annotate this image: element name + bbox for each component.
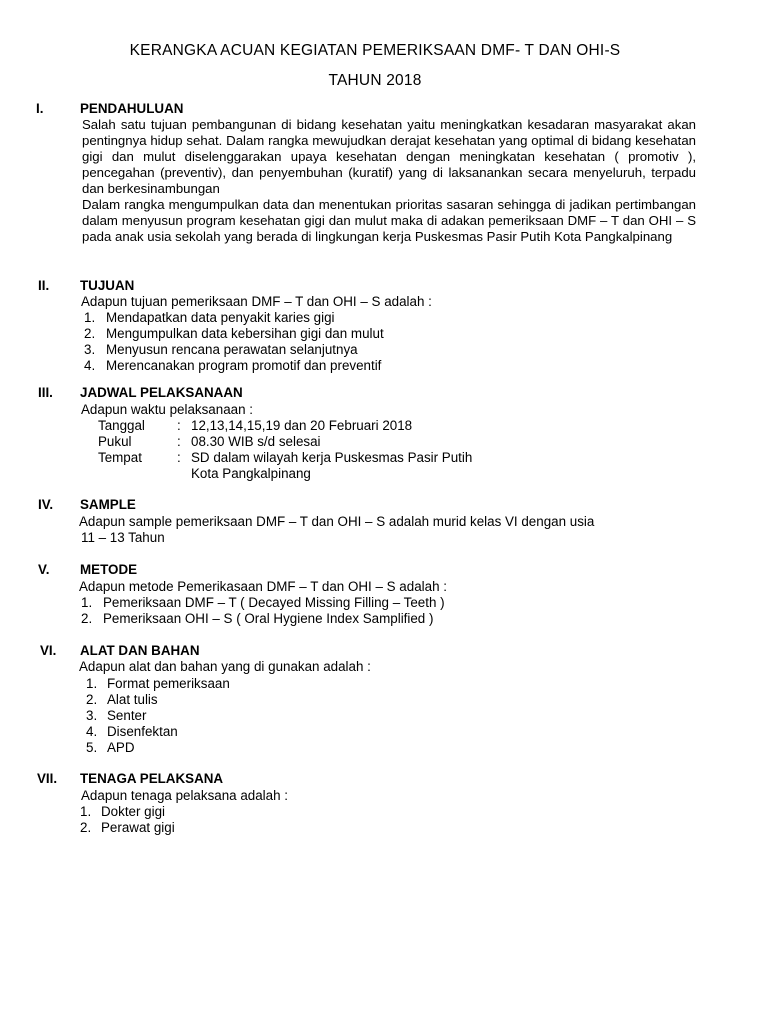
list-number: 2. [86,692,98,707]
list-number: 2. [84,326,96,341]
list-number: 1. [81,595,93,610]
section-number: I. [36,101,44,116]
tempat-label: Tempat [98,450,142,465]
list-item: Mendapatkan data penyakit karies gigi [106,310,335,325]
metode-intro: Adapun metode Pemerikasaan DMF – T dan OHI – S adalah : [79,579,447,594]
pukul-label: Pukul [98,434,132,449]
list-number: 3. [84,342,96,357]
section-heading-pendahuluan: PENDAHULUAN [80,101,184,116]
list-item: Menyusun rencana perawatan selanjutnya [106,342,358,357]
list-number: 1. [84,310,96,325]
list-item: Mengumpulkan data kebersihan gigi dan mulut [106,326,384,341]
list-number: 1. [80,804,92,819]
list-number: 2. [81,611,93,626]
tanggal-label: Tanggal [98,418,145,433]
list-number: 3. [86,708,98,723]
section-heading-metode: METODE [80,562,138,577]
section-number: III. [38,385,53,400]
pendahuluan-paragraph-2: Dalam rangka mengumpulkan data dan menentukan prioritas sasaran sehingga di jadikan pertimbangan dalam menyusun program kesehatan gigi dan mulut maka di adakan pemeriksaan DMF – T dan OHI – S pada anak usia sekolah yang berada di lingkungan kerja Puskesmas Pasir Putih Kota Pangkalpinang [82,197,696,244]
tempat-value: SD dalam wilayah kerja Puskesmas Pasir Putih [191,450,473,465]
list-item: Dokter gigi [101,804,166,819]
list-number: 1. [86,676,98,691]
section-number: V. [38,562,50,577]
list-number: 4. [86,724,98,739]
section-heading-tujuan: TUJUAN [80,278,135,293]
alat-intro: Adapun alat dan bahan yang di gunakan adalah : [79,659,371,674]
list-item: Disenfektan [107,724,178,739]
sample-text-continued: 11 – 13 Tahun [81,530,165,545]
tempat-value-continued: Kota Pangkalpinang [191,466,311,481]
list-item: APD [107,740,135,755]
list-item: Merencanakan program promotif dan preventif [106,358,382,373]
colon: : [177,418,181,433]
pukul-value: 08.30 WIB s/d selesai [191,434,321,449]
section-heading-sample: SAMPLE [80,497,136,512]
list-number: 2. [80,820,92,835]
tujuan-intro: Adapun tujuan pemeriksaan DMF – T dan OHI – S adalah : [81,294,432,309]
list-item: Senter [107,708,147,723]
list-item: Alat tulis [107,692,158,707]
document-title: KERANGKA ACUAN KEGIATAN PEMERIKSAAN DMF- T DAN OHI-S [129,42,621,59]
colon: : [177,434,181,449]
colon: : [177,450,181,465]
section-number: VII. [37,771,58,786]
list-number: 4. [84,358,96,373]
tenaga-intro: Adapun tenaga pelaksana adalah : [81,788,288,803]
list-item: Pemeriksaan OHI – S ( Oral Hygiene Index Samplified ) [103,611,434,626]
section-number: VI. [40,643,57,658]
list-item: Perawat gigi [101,820,175,835]
section-heading-tenaga-pelaksana: TENAGA PELAKSANA [80,771,224,786]
section-number: IV. [38,497,54,512]
pendahuluan-paragraph-1: Salah satu tujuan pembangunan di bidang kesehatan yaitu meningkatkan kesadaran masyarakat akan pentingnya hidup sehat. Dalam rangka mewujudkan derajat kesehatan yang optimal di bidang kesehatan gigi dan mulut diselenggarakan upaya kesehatan dengan meningkatan kesehatan ( promotiv ), pencegahan (preventiv), dan penyembuhan (kuratif) yang di laksanankan secara menyeluruh, terpadu dan berkesinambungan [82,117,696,196]
jadwal-intro: Adapun waktu pelaksanaan : [81,402,253,417]
document-year: TAHUN 2018 [328,72,422,89]
section-heading-alat-dan-bahan: ALAT DAN BAHAN [80,643,200,658]
list-item: Format pemeriksaan [107,676,230,691]
section-number: II. [38,278,50,293]
tanggal-value: 12,13,14,15,19 dan 20 Februari 2018 [191,418,413,433]
list-item: Pemeriksaan DMF – T ( Decayed Missing Filling – Teeth ) [103,595,445,610]
section-heading-jadwal: JADWAL PELAKSANAAN [80,385,243,400]
sample-text: Adapun sample pemeriksaan DMF – T dan OHI – S adalah murid kelas VI dengan usia [79,514,595,529]
list-number: 5. [86,740,98,755]
